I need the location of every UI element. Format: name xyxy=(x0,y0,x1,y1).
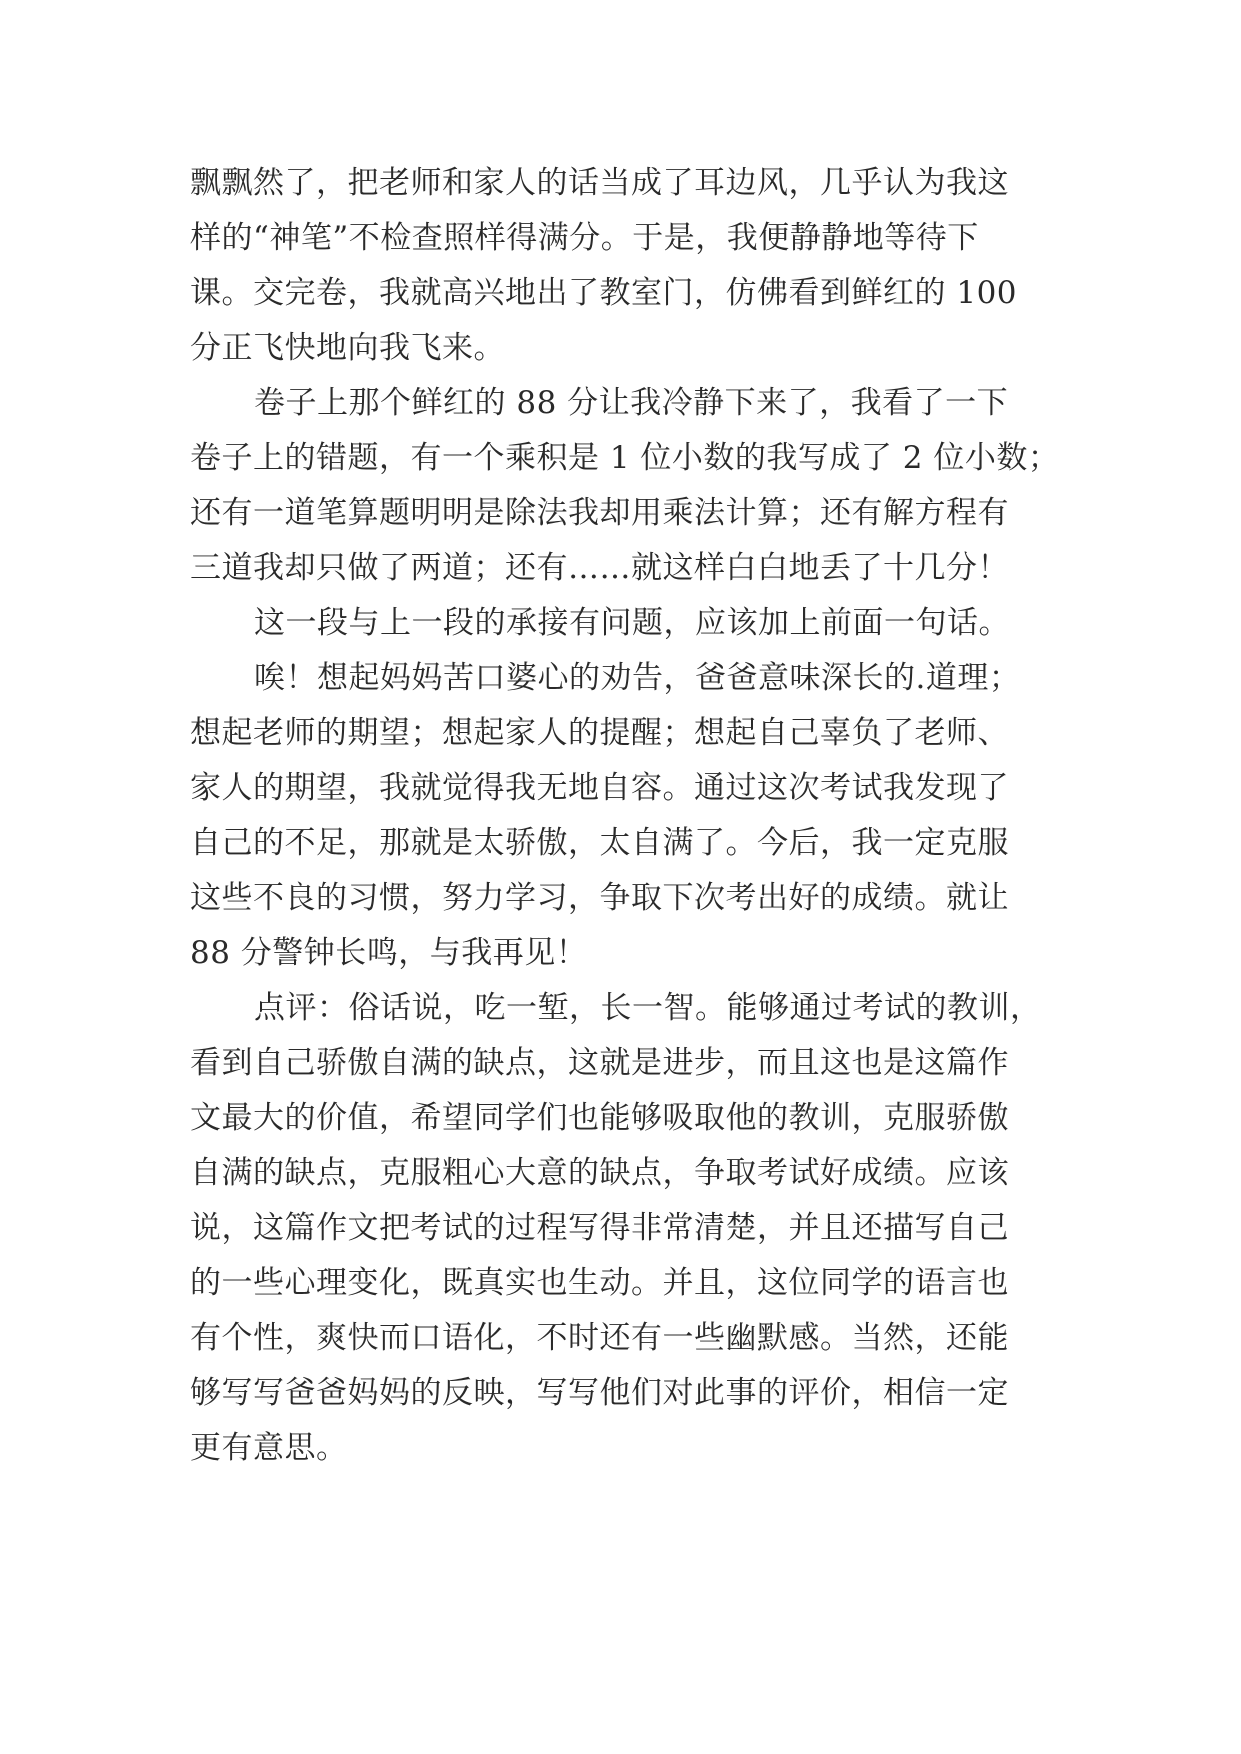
text-line: 三道我却只做了两道；还有……就这样白白地丢了十几分！ xyxy=(190,550,1009,586)
text-line: 家人的期望，我就觉得我无地自容。通过这次考试我发现了 xyxy=(190,770,1009,806)
text-line: 卷子上的错题，有一个乘积是 1 位小数的我写成了 2 位小数； xyxy=(190,440,1060,476)
text-line: 这些不良的习惯，努力学习，争取下次考出好的成绩。就让 xyxy=(190,880,1009,916)
text-line: 88 分警钟长鸣，与我再见！ xyxy=(190,935,588,971)
text-line: 自满的缺点，克服粗心大意的缺点，争取考试好成绩。应该 xyxy=(190,1155,1009,1191)
text-line: 飘飘然了，把老师和家人的话当成了耳边风，几乎认为我这 xyxy=(190,165,1009,201)
text-line: 卷子上那个鲜红的 88 分让我冷静下来了，我看了一下 xyxy=(254,385,1009,421)
text-line: 想起老师的期望；想起家人的提醒；想起自己辜负了老师、 xyxy=(190,715,1009,751)
text-line: 分正飞快地向我飞来。 xyxy=(190,330,505,366)
text-line: 课。交完卷，我就高兴地出了教室门，仿佛看到鲜红的 100 xyxy=(190,275,1018,311)
text-line: 够写写爸爸妈妈的反映，写写他们对此事的评价，相信一定 xyxy=(190,1375,1009,1411)
text-line: 还有一道笔算题明明是除法我却用乘法计算；还有解方程有 xyxy=(190,495,1009,531)
text-line: 文最大的价值，希望同学们也能够吸取他的教训，克服骄傲 xyxy=(190,1100,1009,1136)
text-line: 说，这篇作文把考试的过程写得非常清楚，并且还描写自己 xyxy=(190,1210,1009,1246)
text-line: 样的“神笔”不检查照样得满分。于是，我便静静地等待下 xyxy=(190,220,979,256)
text-line: 自己的不足，那就是太骄傲，太自满了。今后，我一定克服 xyxy=(190,825,1009,861)
text-line: 唉！想起妈妈苦口婆心的劝告，爸爸意味深长的.道理； xyxy=(254,660,1021,696)
essay-text xyxy=(190,156,1070,1476)
text-line: 点评：俗话说，吃一堑，长一智。能够通过考试的教训， xyxy=(254,990,1042,1026)
text-line: 看到自己骄傲自满的缺点，这就是进步，而且这也是这篇作 xyxy=(190,1045,1009,1081)
text-line: 这一段与上一段的承接有问题，应该加上前面一句话。 xyxy=(254,605,1010,641)
text-line: 的一些心理变化，既真实也生动。并且，这位同学的语言也 xyxy=(190,1265,1009,1301)
text-line: 更有意思。 xyxy=(190,1430,348,1466)
text-line: 有个性，爽快而口语化，不时还有一些幽默感。当然，还能 xyxy=(190,1320,1009,1356)
